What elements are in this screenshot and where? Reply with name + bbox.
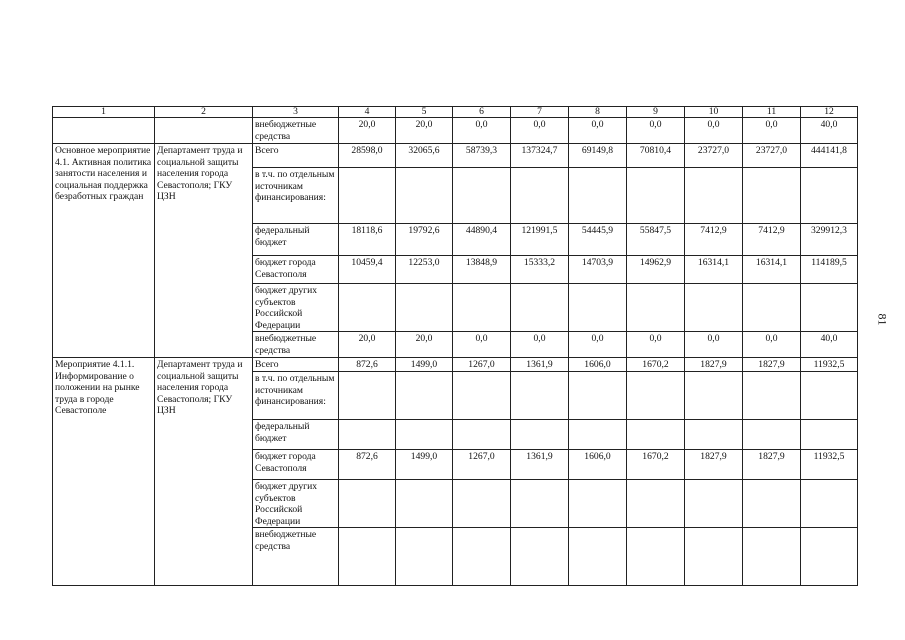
value-cell [339, 528, 396, 586]
value-cell [627, 284, 685, 332]
header-cell: 12 [801, 107, 858, 118]
value-cell [627, 372, 685, 420]
value-cell: 0,0 [743, 332, 801, 358]
funding-source-cell: бюджет других субъектов Российской Федерации [253, 480, 339, 528]
value-cell [453, 372, 511, 420]
value-cell [339, 284, 396, 332]
value-cell [511, 372, 569, 420]
value-cell: 0,0 [627, 332, 685, 358]
funding-source-cell: бюджет других субъектов Российской Федерации [253, 284, 339, 332]
table-row [53, 358, 858, 372]
value-cell [339, 168, 396, 224]
value-cell: 58739,3 [453, 144, 511, 168]
funding-source-cell: внебюджетные средства [253, 332, 339, 358]
value-cell: 0,0 [743, 118, 801, 144]
value-cell: 70810,4 [627, 144, 685, 168]
value-cell [511, 528, 569, 586]
value-cell: 137324,7 [511, 144, 569, 168]
header-cell: 6 [453, 107, 511, 118]
value-cell: 0,0 [569, 332, 627, 358]
value-cell: 7412,9 [743, 224, 801, 256]
header-row [53, 107, 858, 118]
value-cell: 11932,5 [801, 450, 858, 480]
header-cell: 5 [396, 107, 453, 118]
funding-source-cell: бюджет города Севастополя [253, 256, 339, 284]
value-cell [685, 420, 743, 450]
funding-source-cell: федеральный бюджет [253, 420, 339, 450]
funding-source-cell: внебюджетные средства [253, 118, 339, 144]
value-cell: 0,0 [453, 332, 511, 358]
value-cell: 28598,0 [339, 144, 396, 168]
value-cell: 1827,9 [743, 358, 801, 372]
value-cell [627, 528, 685, 586]
value-cell: 1606,0 [569, 450, 627, 480]
value-cell: 20,0 [339, 118, 396, 144]
value-cell [801, 480, 858, 528]
value-cell: 1267,0 [453, 358, 511, 372]
value-cell: 55847,5 [627, 224, 685, 256]
value-cell [743, 420, 801, 450]
value-cell [453, 480, 511, 528]
funding-table [52, 106, 858, 586]
value-cell: 1361,9 [511, 358, 569, 372]
value-cell: 69149,8 [569, 144, 627, 168]
header-cell: 8 [569, 107, 627, 118]
value-cell [396, 480, 453, 528]
value-cell: 14962,9 [627, 256, 685, 284]
executor-cell: Департамент труда и социальной защиты населения города Севастополя; ГКУ ЦЗН [155, 144, 253, 358]
value-cell: 0,0 [685, 118, 743, 144]
value-cell: 1827,9 [743, 450, 801, 480]
table-row [53, 118, 858, 144]
value-cell: 13848,9 [453, 256, 511, 284]
value-cell: 1670,2 [627, 358, 685, 372]
value-cell [801, 168, 858, 224]
value-cell: 23727,0 [685, 144, 743, 168]
value-cell [569, 284, 627, 332]
value-cell: 1499,0 [396, 450, 453, 480]
value-cell: 0,0 [511, 332, 569, 358]
value-cell [569, 420, 627, 450]
funding-source-cell: в т.ч. по отдельным источникам финансирования: [253, 372, 339, 420]
value-cell [685, 168, 743, 224]
value-cell: 16314,1 [743, 256, 801, 284]
value-cell [627, 168, 685, 224]
measure-name-cell: Основное мероприятие 4.1. Активная политика занятости населения и социальная поддержка безработных граждан [53, 144, 155, 358]
funding-source-cell: Всего [253, 144, 339, 168]
value-cell: 16314,1 [685, 256, 743, 284]
value-cell: 32065,6 [396, 144, 453, 168]
header-cell: 11 [743, 107, 801, 118]
value-cell [743, 284, 801, 332]
value-cell: 1361,9 [511, 450, 569, 480]
value-cell: 40,0 [801, 118, 858, 144]
value-cell [339, 372, 396, 420]
value-cell: 444141,8 [801, 144, 858, 168]
value-cell [339, 420, 396, 450]
value-cell [685, 528, 743, 586]
value-cell: 18118,6 [339, 224, 396, 256]
value-cell [396, 372, 453, 420]
value-cell: 15333,2 [511, 256, 569, 284]
value-cell: 11932,5 [801, 358, 858, 372]
value-cell: 1827,9 [685, 358, 743, 372]
value-cell: 329912,3 [801, 224, 858, 256]
value-cell: 1606,0 [569, 358, 627, 372]
value-cell: 20,0 [339, 332, 396, 358]
value-cell: 20,0 [396, 332, 453, 358]
header-cell: 4 [339, 107, 396, 118]
value-cell [801, 372, 858, 420]
value-cell: 0,0 [627, 118, 685, 144]
value-cell [685, 372, 743, 420]
value-cell: 1670,2 [627, 450, 685, 480]
value-cell [801, 284, 858, 332]
value-cell: 121991,5 [511, 224, 569, 256]
value-cell [511, 284, 569, 332]
value-cell: 7412,9 [685, 224, 743, 256]
value-cell: 1827,9 [685, 450, 743, 480]
value-cell: 40,0 [801, 332, 858, 358]
value-cell: 872,6 [339, 358, 396, 372]
header-cell: 10 [685, 107, 743, 118]
value-cell [511, 168, 569, 224]
value-cell [453, 420, 511, 450]
value-cell [627, 480, 685, 528]
value-cell [569, 528, 627, 586]
header-cell: 7 [511, 107, 569, 118]
value-cell [453, 528, 511, 586]
funding-source-cell: в т.ч. по отдельным источникам финансирования: [253, 168, 339, 224]
value-cell [685, 284, 743, 332]
value-cell: 114189,5 [801, 256, 858, 284]
value-cell [743, 480, 801, 528]
value-cell: 12253,0 [396, 256, 453, 284]
table-row [53, 144, 858, 168]
header-cell: 3 [253, 107, 339, 118]
value-cell [339, 480, 396, 528]
value-cell: 19792,6 [396, 224, 453, 256]
value-cell: 1499,0 [396, 358, 453, 372]
value-cell [627, 420, 685, 450]
funding-source-cell: внебюджетные средства [253, 528, 339, 586]
value-cell: 1267,0 [453, 450, 511, 480]
value-cell: 14703,9 [569, 256, 627, 284]
value-cell: 44890,4 [453, 224, 511, 256]
executor-cell [155, 118, 253, 144]
value-cell [396, 420, 453, 450]
funding-source-cell: Всего [253, 358, 339, 372]
value-cell [801, 528, 858, 586]
value-cell: 0,0 [685, 332, 743, 358]
value-cell [511, 480, 569, 528]
header-cell: 9 [627, 107, 685, 118]
value-cell [453, 284, 511, 332]
value-cell: 10459,4 [339, 256, 396, 284]
value-cell [801, 420, 858, 450]
measure-name-cell: Мероприятие 4.1.1. Информирование о положении на рынке труда в городе Севастополе [53, 358, 155, 586]
value-cell [685, 480, 743, 528]
value-cell: 0,0 [569, 118, 627, 144]
header-cell: 1 [53, 107, 155, 118]
value-cell [569, 372, 627, 420]
page-number: 81 [875, 313, 890, 326]
value-cell: 20,0 [396, 118, 453, 144]
funding-source-cell: бюджет города Севастополя [253, 450, 339, 480]
value-cell: 872,6 [339, 450, 396, 480]
value-cell [743, 372, 801, 420]
value-cell [743, 528, 801, 586]
value-cell [396, 168, 453, 224]
value-cell [396, 284, 453, 332]
value-cell: 0,0 [511, 118, 569, 144]
value-cell [569, 168, 627, 224]
value-cell [743, 168, 801, 224]
funding-source-cell: федеральный бюджет [253, 224, 339, 256]
executor-cell: Департамент труда и социальной защиты населения города Севастополя; ГКУ ЦЗН [155, 358, 253, 586]
value-cell: 23727,0 [743, 144, 801, 168]
value-cell [569, 480, 627, 528]
measure-name-cell [53, 118, 155, 144]
value-cell [453, 168, 511, 224]
value-cell: 0,0 [453, 118, 511, 144]
value-cell [396, 528, 453, 586]
header-cell: 2 [155, 107, 253, 118]
value-cell: 54445,9 [569, 224, 627, 256]
value-cell [511, 420, 569, 450]
